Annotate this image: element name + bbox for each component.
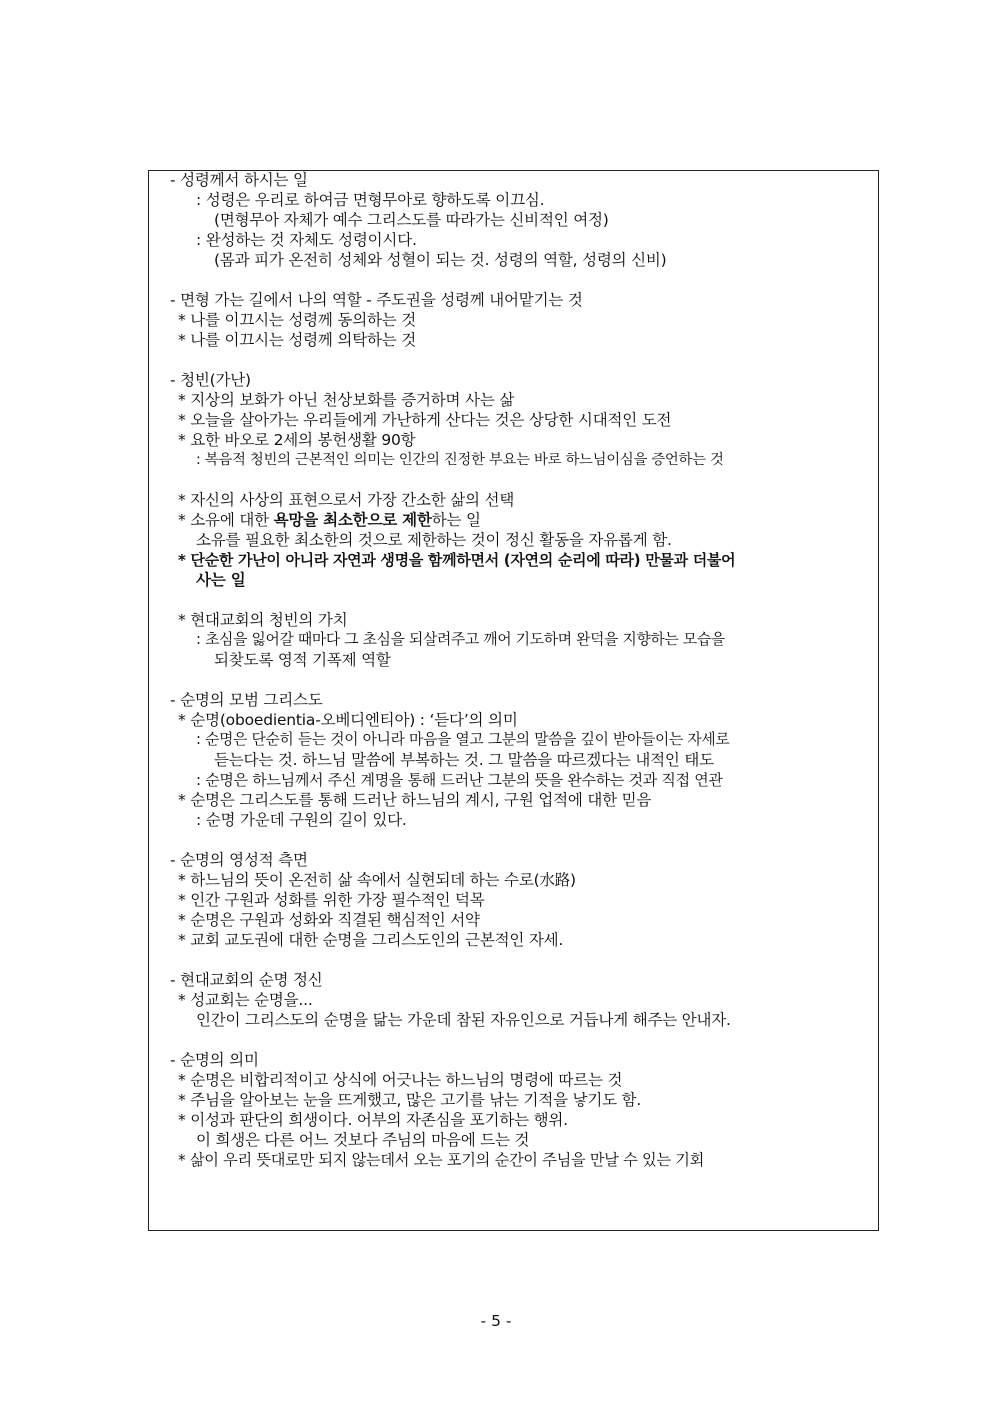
bullet-item: * 하느님의 뜻이 온전히 삶 속에서 실현되데 하는 수로(水路): [178, 871, 576, 889]
section-heading: - 순명의 영성적 측면: [170, 851, 308, 869]
bullet-item: * 순명(oboedientia-오베디엔티아) : ‘듣다’의 의미: [178, 711, 518, 729]
section-heading: - 현대교회의 순명 정신: [170, 971, 323, 989]
page-number: - 5 -: [480, 1312, 512, 1330]
bullet-item: * 순명은 비합리적이고 상식에 어긋나는 하느님의 명령에 따르는 것: [178, 1071, 623, 1089]
bullet-item: * 이성과 판단의 희생이다. 어부의 자존심을 포기하는 행위.: [178, 1111, 568, 1129]
bullet-item: * 나를 이끄시는 성령께 의탁하는 것: [178, 331, 417, 349]
section-heading: - 면형 가는 길에서 나의 역할 - 주도권을 성령께 내어맡기는 것: [170, 291, 583, 309]
bullet-item: * 인간 구원과 성화를 위한 가장 필수적인 덕목: [178, 891, 485, 909]
bullet-item: * 순명은 구원과 성화와 직결된 핵심적인 서약: [178, 911, 480, 929]
section-heading: - 청빈(가난): [170, 371, 251, 389]
text-line: : 복음적 청빈의 근본적인 의미는 인간의 진정한 부요는 바로 하느님이심을 증언하는 것: [196, 452, 724, 468]
text-line: 이 희생은 다른 어느 것보다 주님의 마음에 드는 것: [196, 1131, 530, 1149]
text-line: : 성령은 우리로 하여금 면형무아로 향하도록 이끄심.: [196, 191, 545, 209]
emphasized-bullet-item: * 단순한 가난이 아니라 자연과 생명을 함께하면서 (자연의 순리에 따라) 만물과 더불어: [178, 551, 736, 569]
bullet-item: * 현대교회의 청빈의 가치: [178, 611, 348, 629]
emphasized-text-line: 사는 일: [196, 571, 246, 589]
text-segment: * 소유에 대한: [178, 511, 274, 529]
text-line: 인간이 그리스도의 순명을 닮는 가운데 참된 자유인으로 거듭나게 해주는 안내자.: [196, 1011, 731, 1029]
text-line: : 순명 가운데 구원의 길이 있다.: [196, 811, 407, 829]
bullet-item: [178, 510, 481, 530]
text-line: (면형무아 자체가 예수 그리스도를 따라가는 신비적인 여정): [214, 211, 609, 229]
bullet-item: * 요한 바오로 2세의 봉헌생활 90항: [178, 431, 416, 449]
bullet-item: * 성교회는 순명을...: [178, 991, 313, 1009]
text-line: 듣는다는 것. 하느님 말씀에 부복하는 것. 그 말씀을 따르겠다는 내적인 태도: [214, 751, 714, 769]
text-line: (몸과 피가 온전히 성체와 성혈이 되는 것. 성령의 역할, 성령의 신비): [214, 251, 667, 269]
bullet-item: * 자신의 사상의 표현으로서 가장 간소한 삶의 선택: [178, 491, 515, 509]
bullet-item: * 순명은 그리스도를 통해 드러난 하느님의 계시, 구원 업적에 대한 믿음: [178, 791, 652, 809]
bullet-item: * 나를 이끄시는 성령께 동의하는 것: [178, 311, 417, 329]
text-line: 소유를 필요한 최소한의 것으로 제한하는 것이 정신 활동을 자유롭게 함.: [196, 531, 672, 549]
bullet-item: * 오늘을 살아가는 우리들에게 가난하게 산다는 것은 상당한 시대적인 도전: [178, 411, 672, 429]
section-heading: - 순명의 의미: [170, 1051, 259, 1069]
section-heading: - 순명의 모범 그리스도: [170, 691, 323, 709]
bullet-item: * 삶이 우리 뜻대로만 되지 않는데서 오는 포기의 순간이 주님을 만날 수 있는 기회: [178, 1151, 705, 1169]
text-line: : 완성하는 것 자체도 성령이시다.: [196, 231, 417, 249]
bullet-item: * 주님을 알아보는 눈을 뜨게했고, 많은 고기를 낚는 기적을 낳기도 함.: [178, 1091, 642, 1109]
text-line: : 순명은 하느님께서 주신 계명을 통해 드러난 그분의 뜻을 완수하는 것과 직접 연관: [196, 771, 723, 789]
bullet-item: * 지상의 보화가 아닌 천상보화를 증거하며 사는 삶: [178, 391, 515, 409]
section-heading: - 성령께서 하시는 일: [170, 171, 308, 189]
text-segment: 하는 일: [431, 511, 481, 529]
bullet-item: * 교회 교도권에 대한 순명을 그리스도인의 근본적인 자세.: [178, 931, 564, 949]
text-line: : 초심을 잃어갈 때마다 그 초심을 되살려주고 깨어 기도하며 완덕을 지향하는 모습을: [196, 631, 725, 648]
text-line: 되찾도록 영적 기폭제 역할: [214, 651, 391, 669]
text-line: : 순명은 단순히 듣는 것이 아니라 마음을 열고 그분의 말씀을 깊이 받아들이는 자세로: [196, 731, 730, 748]
emphasized-text: 욕망을 최소한으로 제한: [273, 511, 432, 529]
